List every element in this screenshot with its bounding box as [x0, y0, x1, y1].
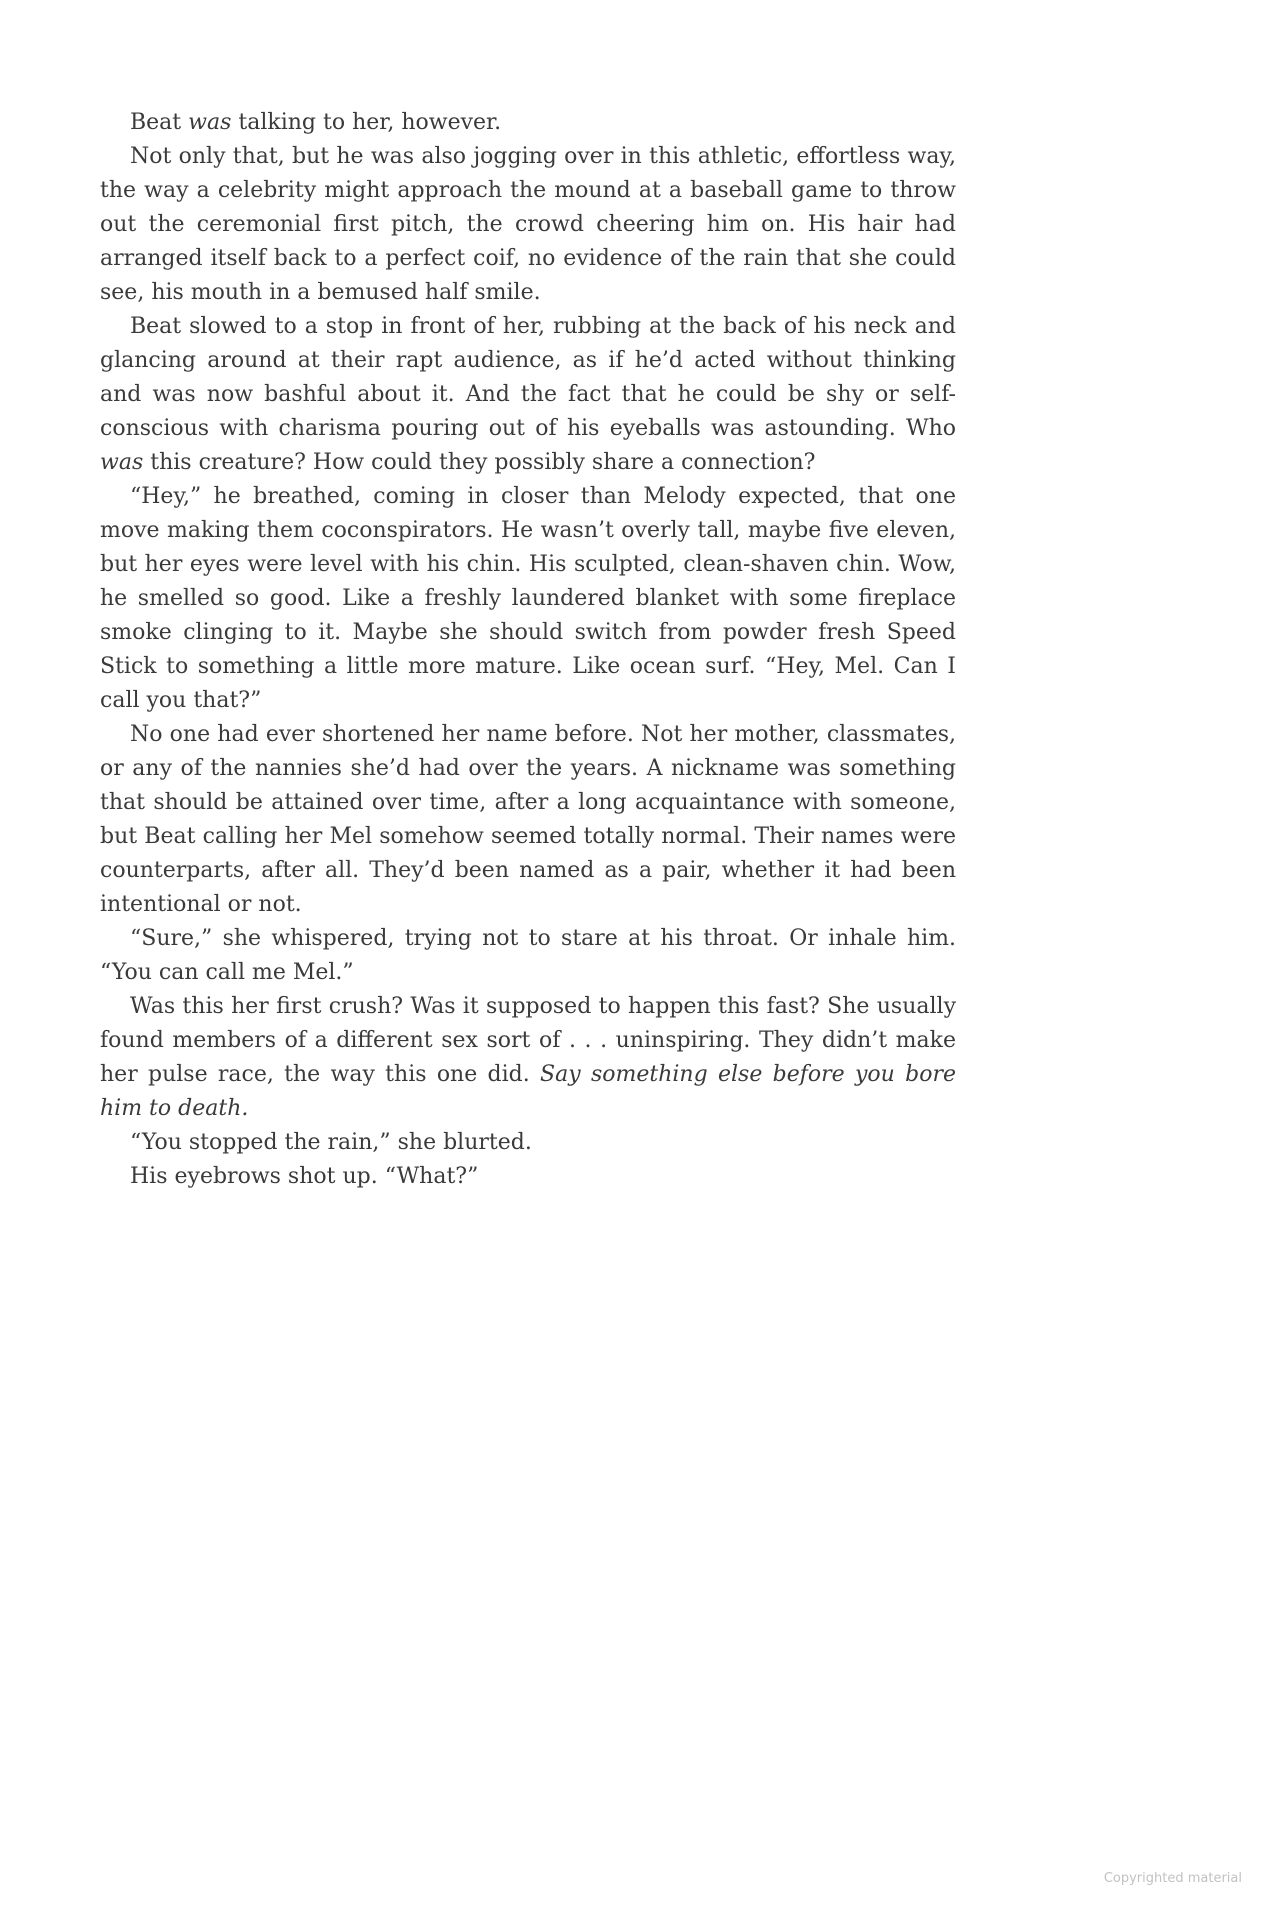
text-run: “Hey,” he breathed, coming in closer than Melody expected, that one move making them coconspirators. He wasn’t overly tall, maybe five eleven, but her eyes were level with his chin. His sculpted, clean-shaven chin. Wow, he smelled so good. Like a freshly laundered blanket with some fireplace smoke clinging to it. Maybe she should switch from powder fresh Speed Stick to something a little more mature. Like ocean surf. “Hey, Mel. Can I call you that?” — [100, 484, 956, 713]
text-run: No one had ever shortened her name before. Not her mother, classmates, or any of the nannies she’d had over the years. A nickname was something that should be attained over time, after a long acquaintance with someone, but Beat calling her Mel somehow seemed totally normal. Their names were counterparts, after all. They’d been named as a pair, whether it had been intentional or not. — [100, 722, 956, 917]
paragraph — [100, 718, 956, 922]
text-run: Not only that, but he was also jogging over in this athletic, effortless way, the way a celebrity might approach the mound at a baseball game to throw out the ceremonial first pitch, the crowd cheering him on. His hair had arranged itself back to a perfect coif, no evidence of the rain that she could see, his mouth in a bemused half smile. — [100, 144, 956, 305]
text-run-italic: Say something else before you bore him to death. — [100, 1062, 956, 1121]
page-text — [100, 106, 956, 1194]
paragraph — [100, 310, 956, 480]
paragraph — [100, 480, 956, 718]
paragraph — [100, 1126, 956, 1160]
text-run: Beat slowed to a stop in front of her, rubbing at the back of his neck and glancing around at their rapt audience, as if he’d acted without thinking and was now bashful about it. And the fact that he could be shy or self-conscious with charisma pouring out of his eyeballs was astounding. Who — [100, 314, 956, 441]
paragraph — [100, 140, 956, 310]
text-run: Beat — [130, 110, 189, 135]
text-run: talking to her, however. — [231, 110, 502, 135]
paragraph — [100, 922, 956, 990]
paragraph — [100, 106, 956, 140]
paragraph — [100, 1160, 956, 1194]
paragraph — [100, 990, 956, 1126]
text-run: this creature? How could they possibly share a connection? — [143, 450, 816, 475]
text-run: “You stopped the rain,” she blurted. — [130, 1130, 532, 1155]
text-run: “Sure,” she whispered, trying not to stare at his throat. Or inhale him. “You can call me Mel.” — [100, 926, 956, 985]
copyright-notice: Copyrighted material — [1103, 1871, 1242, 1886]
text-run: His eyebrows shot up. “What?” — [130, 1164, 479, 1189]
text-run: Was this her first crush? Was it supposed to happen this fast? She usually found members of a different sex sort of . . . uninspiring. They didn’t make her pulse race, the way this one did. — [100, 994, 956, 1087]
text-run-italic: was — [188, 110, 232, 135]
text-run-italic: was — [100, 450, 144, 475]
